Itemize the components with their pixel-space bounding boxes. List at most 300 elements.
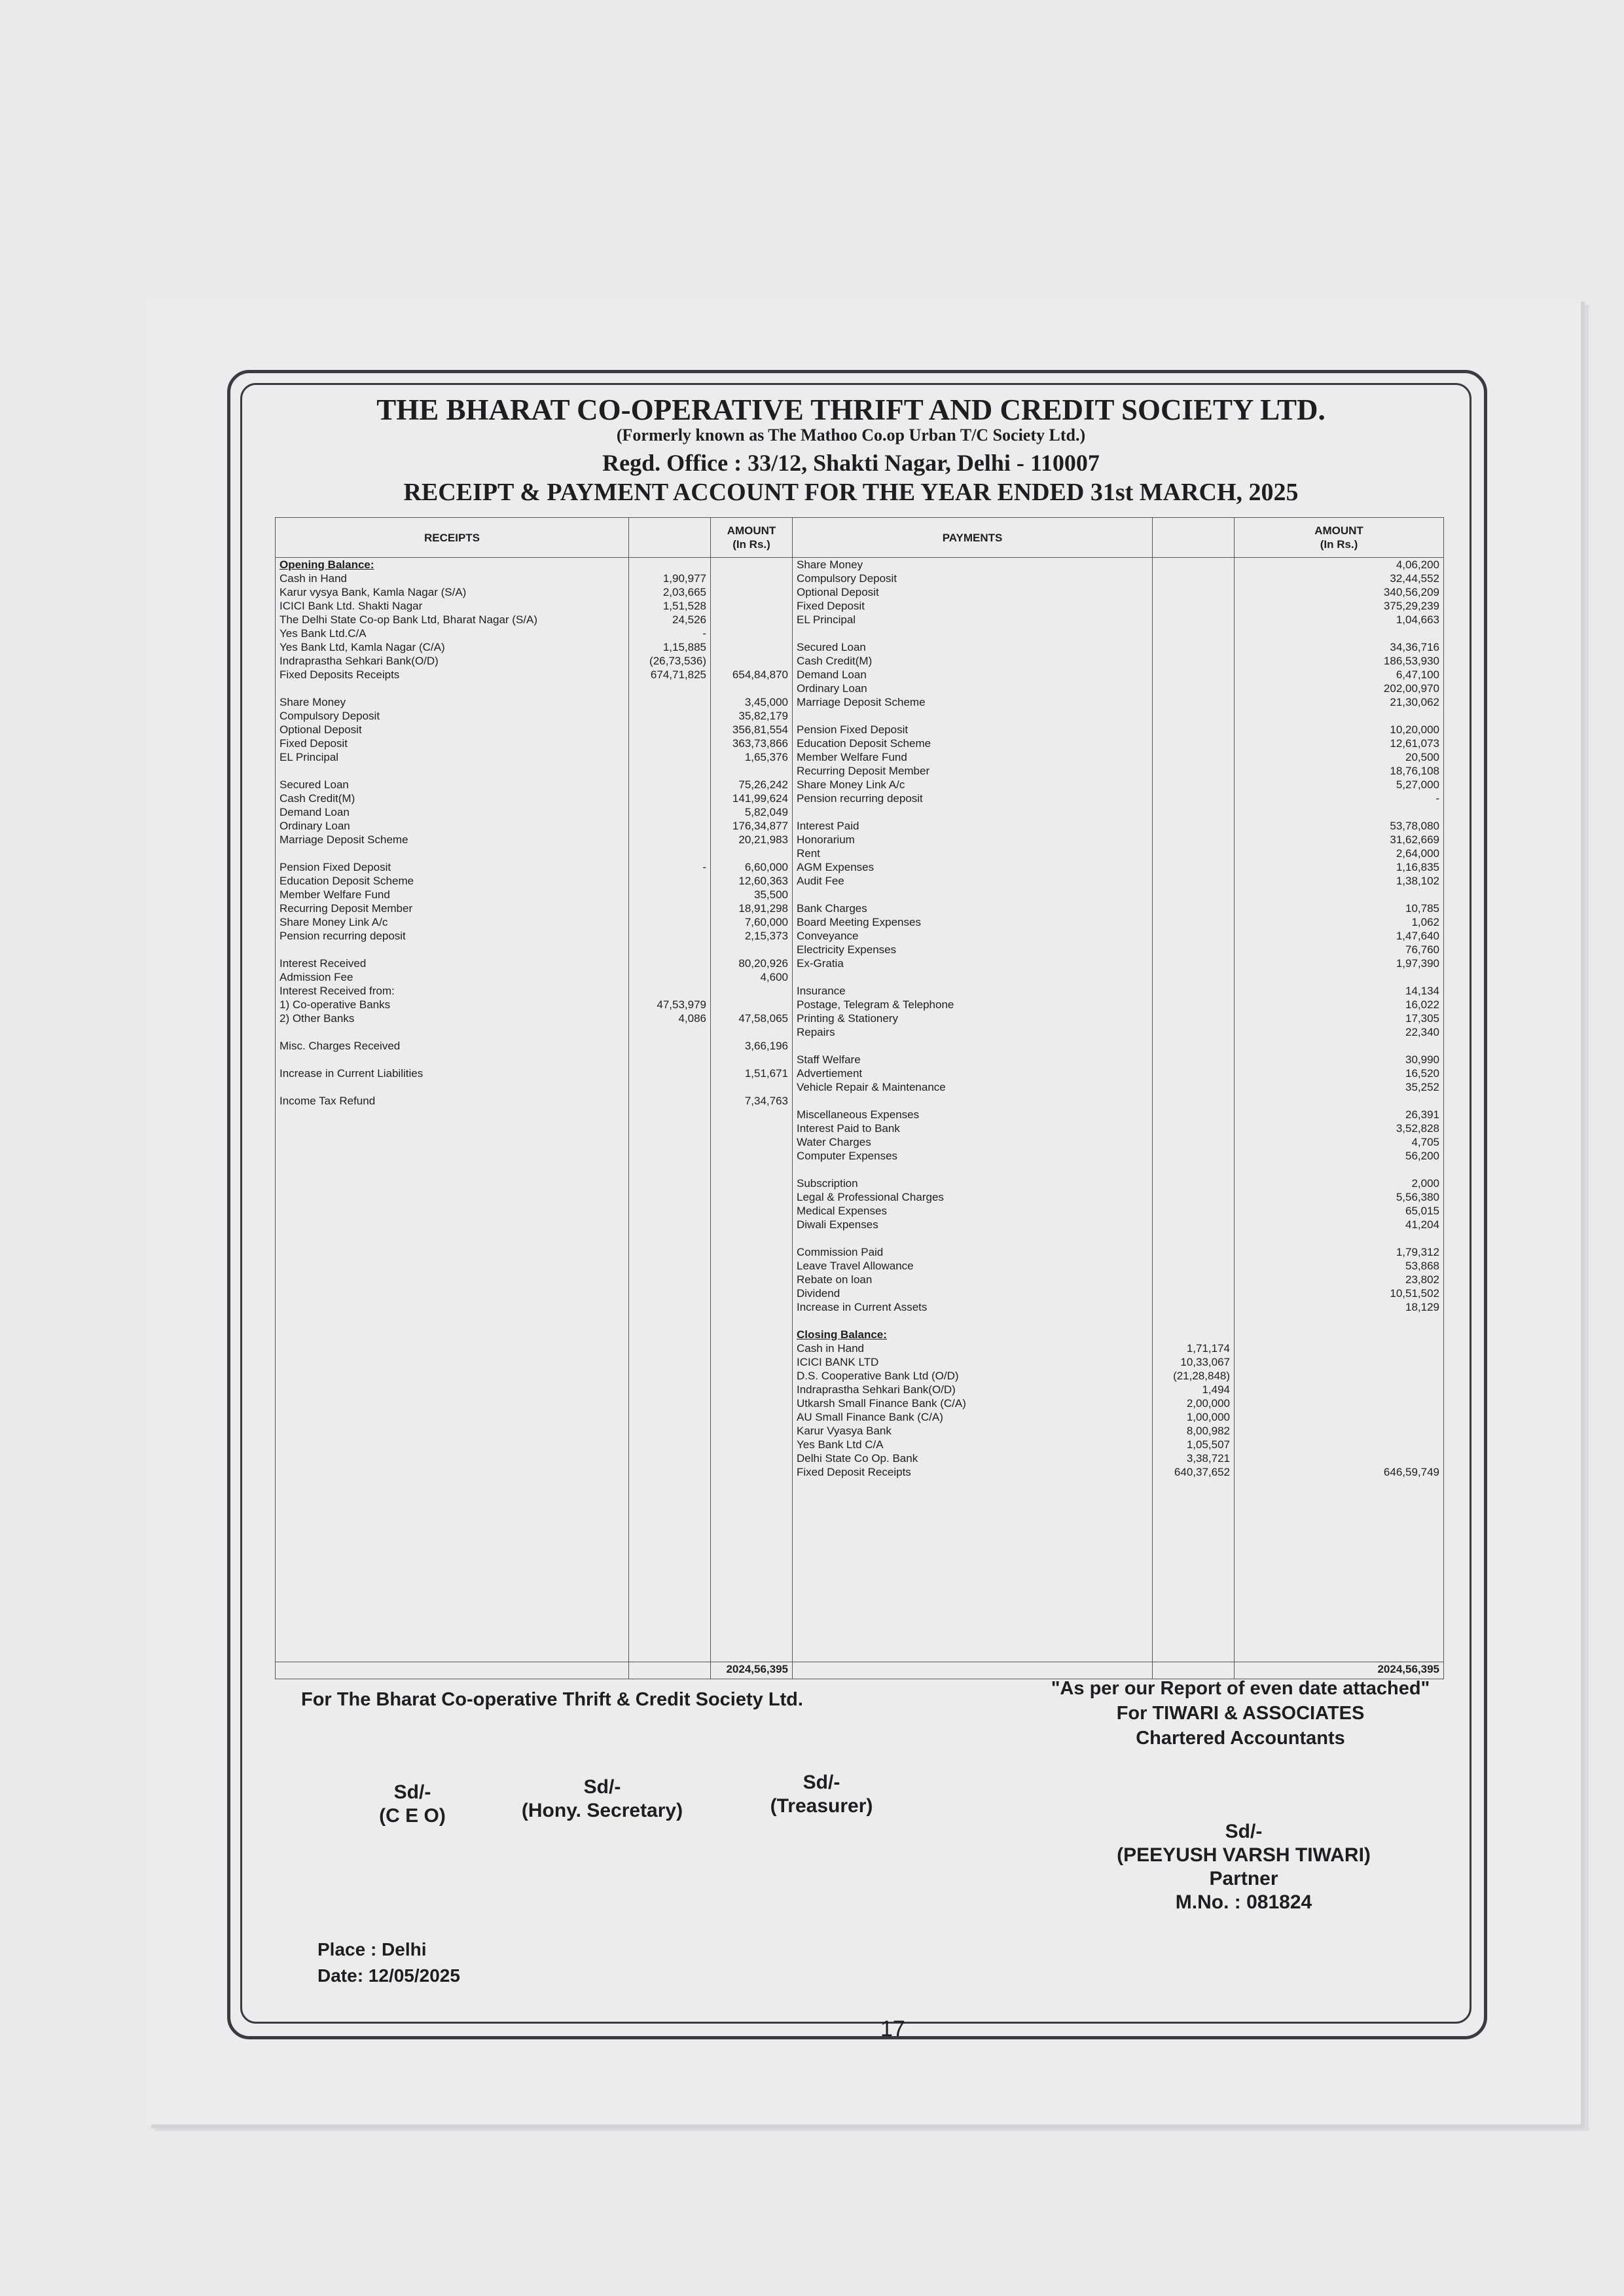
receipts-amount [715,627,788,640]
payments-sub-amount [1157,613,1230,627]
payments-label [797,888,1148,902]
receipts-amount [715,613,788,627]
payments-label: Demand Loan [797,668,867,681]
payments-label: Commission Paid [797,1246,884,1258]
receipts-sub-amount [633,847,706,860]
receipts-label [280,943,624,957]
payments-sub-amount [1157,1176,1230,1190]
payments-label: AU Small Finance Bank (C/A) [797,1411,943,1423]
payments-sub-amount: 1,494 [1202,1383,1231,1396]
payments-label: Education Deposit Scheme [797,737,931,750]
payments-label: Advertiement [797,1067,863,1080]
payments-amount: 10,785 [1405,902,1440,915]
payments-sub-amount [1157,1011,1230,1025]
payments-label: Water Charges [797,1136,871,1148]
payments-label: Optional Deposit [797,586,879,598]
payments-amount [1238,1231,1439,1245]
payments-amount: 35,252 [1405,1081,1440,1093]
payments-label: Pension Fixed Deposit [797,723,909,736]
receipts-sub-amount [633,695,706,709]
secretary-title: (Hony. Secretary) [521,1800,683,1821]
receipts-amount: 4,600 [760,971,788,983]
payments-label: D.S. Cooperative Bank Ltd (O/D) [797,1370,959,1382]
payments-sub-amount [1157,1094,1230,1108]
payments-label [797,627,1148,640]
payments-label: Honorarium [797,833,855,846]
payments-label: Rebate on loan [797,1273,873,1286]
receipts-label: Fixed Deposits Receipts [280,668,400,681]
receipts-sub-amount [633,1053,706,1066]
receipts-sub-amount [633,970,706,984]
payments-sub-amount [1157,764,1230,778]
payments-sub-amount [1157,1231,1230,1245]
receipts-sub-amount: 2,03,665 [662,586,706,598]
payments-amount: 32,44,552 [1390,572,1440,585]
treasurer-title: (Treasurer) [770,1795,873,1817]
receipts-amount: 2,15,373 [744,930,788,942]
receipts-amount: 3,66,196 [744,1040,788,1052]
payments-amount [1238,1039,1439,1053]
payments-amount: 5,56,380 [1396,1191,1440,1203]
receipts-label: Cash in Hand [280,572,348,585]
payments-amount [1238,1451,1439,1465]
receipts-label: Compulsory Deposit [280,710,380,722]
payments-label: AGM Expenses [797,861,875,873]
receipts-sub-amount: 4,086 [678,1012,706,1025]
payments-label: Closing Balance: [797,1328,887,1341]
payments-sub-column [1153,558,1235,1662]
receipts-sub-header [629,518,711,558]
payments-label: Cash Credit(M) [797,655,873,667]
payments-amount: 4,705 [1411,1136,1440,1148]
payments-amount: 21,30,062 [1390,696,1440,708]
partner-name: (PEEYUSH VARSH TIWARI) [1117,1844,1371,1866]
receipts-sub-amount [633,1066,706,1080]
payments-amount: 2,64,000 [1396,847,1440,860]
receipts-label: Yes Bank Ltd.C/A [280,627,367,640]
payments-label: Yes Bank Ltd C/A [797,1438,884,1451]
receipts-sub-amount [633,682,706,695]
payments-amount: 56,200 [1405,1150,1440,1162]
payments-amount [1238,970,1439,984]
payments-amount [1238,888,1439,902]
receipts-total: 2024,56,395 [711,1662,793,1679]
receipts-label: Cash Credit(M) [280,792,355,805]
receipts-sub-amount [633,888,706,902]
receipts-label: Interest Received [280,957,367,970]
receipts-amount: 176,34,877 [732,820,788,832]
receipts-sub-amount [633,943,706,957]
receipts-amount: 5,82,049 [744,806,788,818]
receipts-label: 1) Co-operative Banks [280,998,391,1011]
auditor-block [1028,1676,1453,1751]
payments-label [797,1039,1148,1053]
payments-label: Indraprastha Sehkari Bank(O/D) [797,1383,956,1396]
payments-sub-amount [1157,627,1230,640]
payments-sub-amount: 2,00,000 [1186,1397,1231,1410]
payments-amount: 1,062 [1411,916,1440,928]
payments-amount: 1,97,390 [1396,957,1440,970]
receipts-label: Interest Received from: [280,985,395,997]
payments-sub-amount [1157,1025,1230,1039]
receipts-amount [715,943,788,957]
receipts-amount: 75,26,242 [738,778,788,791]
receipts-sub-amount [633,833,706,847]
receipts-label: Marriage Deposit Scheme [280,833,408,846]
payments-label: Legal & Professional Charges [797,1191,944,1203]
receipts-amount: 18,91,298 [738,902,788,915]
payments-label-column [793,558,1153,1662]
receipts-sub-amount: 674,71,825 [650,668,706,681]
payments-label: Interest Paid [797,820,859,832]
receipts-label: Misc. Charges Received [280,1040,401,1052]
payments-label: Pension recurring deposit [797,792,923,805]
payments-amount: 3,52,828 [1396,1122,1440,1135]
payments-amount: 18,129 [1405,1301,1440,1313]
auditor-description: Chartered Accountants [1136,1728,1345,1749]
payments-amount: - [1435,792,1440,805]
payments-amount: 4,06,200 [1396,558,1440,571]
receipts-label: Fixed Deposit [280,737,348,750]
payments-amount [1238,1328,1439,1341]
payments-sub-amount [1157,888,1230,902]
payments-sub-amount [1157,572,1230,585]
payments-amount [1238,1369,1439,1383]
payments-sub-amount [1157,723,1230,737]
payments-label: Cash in Hand [797,1342,865,1355]
payments-sub-amount: 10,33,067 [1180,1356,1231,1368]
payments-sub-amount [1157,1218,1230,1231]
receipts-label: Admission Fee [280,971,353,983]
receipts-label: Yes Bank Ltd, Kamla Nagar (C/A) [280,641,445,653]
payments-sub-amount [1157,819,1230,833]
partner-signature: Sd/- (PEEYUSH VARSH TIWARI) Partner M.No. : 081824 [1106,1820,1381,1914]
receipts-sub-amount [633,1039,706,1053]
receipts-amount [715,599,788,613]
receipts-sub-amount [633,929,706,943]
ceo-title: (C E O) [379,1805,446,1827]
payments-sub-amount [1157,874,1230,888]
payments-amount: 23,802 [1405,1273,1440,1286]
payments-sub-amount [1157,1039,1230,1053]
statement-title: RECEIPT & PAYMENT ACCOUNT FOR THE YEAR ENDED 31st MARCH, 2025 [403,479,1299,506]
payments-amount: 2,000 [1411,1177,1440,1190]
payments-sub-amount [1157,640,1230,654]
payments-amount: 5,27,000 [1396,778,1440,791]
receipts-label [280,1053,624,1066]
payments-amount: 14,134 [1405,985,1440,997]
receipts-amount [715,558,788,572]
payments-sub-amount [1157,1273,1230,1286]
payments-amount: 16,520 [1405,1067,1440,1080]
payments-label: Staff Welfare [797,1053,861,1066]
payments-amount [1238,1410,1439,1424]
receipts-sub-amount: 1,51,528 [662,600,706,612]
payments-amount: 53,868 [1405,1260,1440,1272]
payments-label: EL Principal [797,613,856,626]
payments-amount: 53,78,080 [1390,820,1440,832]
receipts-amount: 80,20,926 [738,957,788,970]
payments-sub-amount [1157,1328,1230,1341]
payments-sub-amount: 3,38,721 [1186,1452,1231,1465]
receipts-amount: 1,51,671 [744,1067,788,1080]
receipts-amount [715,764,788,778]
payments-amount [1238,1424,1439,1438]
receipts-amount [715,640,788,654]
receipts-sub-amount: 1,15,885 [662,641,706,653]
receipts-label: Share Money Link A/c [280,916,388,928]
payments-sub-amount [1157,1149,1230,1163]
receipts-amount-header: AMOUNT (In Rs.) [711,518,793,558]
payments-sub-amount [1157,709,1230,723]
payments-amount: 12,61,073 [1390,737,1440,750]
receipts-amount [715,847,788,860]
treasurer-signature: Sd/- (Treasurer) [753,1771,890,1818]
payments-sub-amount [1157,929,1230,943]
payments-amount: 26,391 [1405,1108,1440,1121]
payments-amount: 17,305 [1405,1012,1440,1025]
receipts-label: Ordinary Loan [280,820,350,832]
payments-amount [1238,627,1439,640]
page-number: 17 [880,2016,905,2041]
payments-amount: 22,340 [1405,1026,1440,1038]
payments-label: Share Money Link A/c [797,778,905,791]
receipts-amount [715,1080,788,1094]
payments-amount: 1,47,640 [1396,930,1440,942]
payments-label: Rent [797,847,820,860]
receipts-sub-amount: - [702,627,706,640]
payments-amount: 30,990 [1405,1053,1440,1066]
receipts-label: Share Money [280,696,346,708]
payments-label: Medical Expenses [797,1205,887,1217]
receipts-label [280,764,624,778]
payments-amount: 10,51,502 [1390,1287,1440,1300]
payments-label: Secured Loan [797,641,866,653]
payments-label: Subscription [797,1177,858,1190]
receipts-amount: 654,84,870 [732,668,788,681]
payments-sub-amount: (21,28,848) [1173,1370,1231,1382]
payments-sub-amount [1157,1190,1230,1204]
place-date-block [317,1937,460,1989]
payments-amount: 65,015 [1405,1205,1440,1217]
receipts-sub-amount [633,915,706,929]
payments-sub-amount [1157,558,1230,572]
report-note: "As per our Report of even date attached" [1051,1678,1430,1699]
payments-sub-amount [1157,1066,1230,1080]
payments-label: Bank Charges [797,902,867,915]
payments-amount: 1,38,102 [1396,875,1440,887]
payments-sub-amount [1157,998,1230,1011]
receipts-amount: 35,500 [754,888,788,901]
receipts-sub-amount [633,1094,706,1108]
payments-sub-amount [1157,860,1230,874]
receipts-sub-amount [633,737,706,750]
payments-label: Ordinary Loan [797,682,867,695]
membership-number: M.No. : 081824 [1175,1891,1312,1913]
date: Date: 12/05/2025 [317,1965,460,1986]
payments-sub-amount [1157,833,1230,847]
payments-label: Member Welfare Fund [797,751,907,763]
receipts-amount: 356,81,554 [732,723,788,736]
receipts-label: 2) Other Banks [280,1012,355,1025]
payments-label: Printing & Stationery [797,1012,898,1025]
payments-sub-amount [1157,902,1230,915]
receipts-label: Income Tax Refund [280,1095,376,1107]
payments-amount: 76,760 [1405,943,1440,956]
receipts-label: Indraprastha Sehkari Bank(O/D) [280,655,439,667]
place: Place : Delhi [317,1939,427,1959]
payments-label [797,805,1148,819]
payments-amount: 186,53,930 [1383,655,1440,667]
payments-sub-amount [1157,792,1230,805]
receipts-label: Increase in Current Liabilities [280,1067,424,1080]
receipts-sub-amount [633,764,706,778]
table-header-row [276,518,1444,558]
payments-label: Conveyance [797,930,859,942]
receipts-amount [715,682,788,695]
payments-label: Increase in Current Assets [797,1301,928,1313]
payments-label: Insurance [797,985,846,997]
payments-amount: 20,500 [1405,751,1440,763]
payments-sub-amount [1157,599,1230,613]
payments-sub-amount [1157,1163,1230,1176]
payments-amount: 16,022 [1405,998,1440,1011]
receipts-amount: 3,45,000 [744,696,788,708]
payments-amount: 31,62,669 [1390,833,1440,846]
receipts-label: ICICI Bank Ltd. Shakti Nagar [280,600,423,612]
receipts-amount: 141,99,624 [732,792,788,805]
receipts-amount: 20,21,983 [738,833,788,846]
receipts-label [280,1025,624,1039]
payments-sub-amount [1157,695,1230,709]
payments-label [797,1314,1148,1328]
payments-amount-column [1235,558,1444,1662]
ceo-signature: Sd/- (C E O) [370,1781,455,1828]
receipts-label: Education Deposit Scheme [280,875,414,887]
receipts-label: Pension Fixed Deposit [280,861,391,873]
payments-sub-amount [1157,682,1230,695]
payments-sub-amount [1157,1080,1230,1094]
partner-title: Partner [1209,1868,1278,1889]
receipts-header: RECEIPTS [276,518,629,558]
for-society-line: For The Bharat Co-operative Thrift & Credit Society Ltd. [301,1689,803,1710]
receipts-amount [715,585,788,599]
payments-label: Vehicle Repair & Maintenance [797,1081,946,1093]
payments-amount: 34,36,716 [1390,641,1440,653]
payments-amount [1238,1341,1439,1355]
receipts-label [280,1080,624,1094]
payments-amount: 340,56,209 [1383,586,1440,598]
payments-label: Repairs [797,1026,835,1038]
receipts-amount: 363,73,866 [732,737,788,750]
payments-label: Miscellaneous Expenses [797,1108,920,1121]
receipts-sub-amount [633,957,706,970]
receipts-amount [715,654,788,668]
receipt-payment-table [275,517,1444,1679]
payments-label: Board Meeting Expenses [797,916,921,928]
receipts-label: Demand Loan [280,806,350,818]
society-name: THE BHARAT CO-OPERATIVE THRIFT AND CREDIT SOCIETY LTD. [376,393,1326,426]
payments-label: Fixed Deposit Receipts [797,1466,911,1478]
receipts-label: Secured Loan [280,778,349,791]
receipts-sub-amount [633,792,706,805]
payments-label [797,1094,1148,1108]
payments-amount [1238,1355,1439,1369]
payments-label: Electricity Expenses [797,943,897,956]
payments-label: Karur Vyasya Bank [797,1425,892,1437]
receipts-sub-column [629,558,711,1662]
payments-sub-amount [1157,1053,1230,1066]
receipts-label: EL Principal [280,751,339,763]
payments-label: Postage, Telegram & Telephone [797,998,954,1011]
receipts-amount: 7,34,763 [744,1095,788,1107]
receipts-amount: 1,65,376 [744,751,788,763]
payments-label: Share Money [797,558,863,571]
receipts-sub-amount [633,902,706,915]
payments-sub-amount [1157,750,1230,764]
payments-label: Audit Fee [797,875,844,887]
payments-sub-amount [1157,1286,1230,1300]
receipts-amount: 6,60,000 [744,861,788,873]
payments-sub-amount [1157,585,1230,599]
payments-amount: 375,29,239 [1383,600,1440,612]
receipts-amount [715,1053,788,1066]
payments-label: Utkarsh Small Finance Bank (C/A) [797,1397,966,1410]
payments-amount: 41,204 [1405,1218,1440,1231]
payments-label: Ex-Gratia [797,957,844,970]
registered-office: Regd. Office : 33/12, Shakti Nagar, Delhi - 110007 [602,450,1100,476]
receipts-label: Opening Balance: [280,558,374,571]
payments-sub-amount [1157,654,1230,668]
receipts-amount [715,998,788,1011]
payments-sub-amount: 8,00,982 [1186,1425,1231,1437]
payments-sub-amount [1157,778,1230,792]
payments-amount [1238,1396,1439,1410]
receipts-sub-amount [633,805,706,819]
receipts-sub-amount [633,750,706,764]
payments-sub-amount [1157,915,1230,929]
payments-label: Computer Expenses [797,1150,898,1162]
receipts-label [280,682,624,695]
payments-label: Fixed Deposit [797,600,865,612]
payments-label: Recurring Deposit Member [797,765,930,777]
payments-amount: 18,76,108 [1390,765,1440,777]
receipts-label: Recurring Deposit Member [280,902,413,915]
payments-amount: 10,20,000 [1390,723,1440,736]
payments-amount [1238,1383,1439,1396]
payments-sub-amount: 1,00,000 [1186,1411,1231,1423]
auditor-firm: For TIWARI & ASSOCIATES [1116,1703,1365,1724]
payments-amount: 1,79,312 [1396,1246,1440,1258]
payments-sub-amount [1157,1300,1230,1314]
receipts-amount: 7,60,000 [744,916,788,928]
payments-amount [1238,1438,1439,1451]
receipts-sub-amount [633,1080,706,1094]
formerly-known-as: (Formerly known as The Mathoo Co.op Urban T/C Society Ltd.) [616,426,1086,445]
payments-amount-header: AMOUNT (In Rs.) [1235,518,1444,558]
receipts-sub-amount: 47,53,979 [657,998,706,1011]
receipts-amount [715,572,788,585]
payments-amount [1238,709,1439,723]
payments-sub-amount [1157,668,1230,682]
receipts-label-column [276,558,629,1662]
receipts-amount [715,1025,788,1039]
receipts-sub-amount [633,984,706,998]
payments-sub-amount [1157,957,1230,970]
payments-label: ICICI BANK LTD [797,1356,879,1368]
payments-sub-amount [1157,847,1230,860]
receipts-sub-amount [633,709,706,723]
